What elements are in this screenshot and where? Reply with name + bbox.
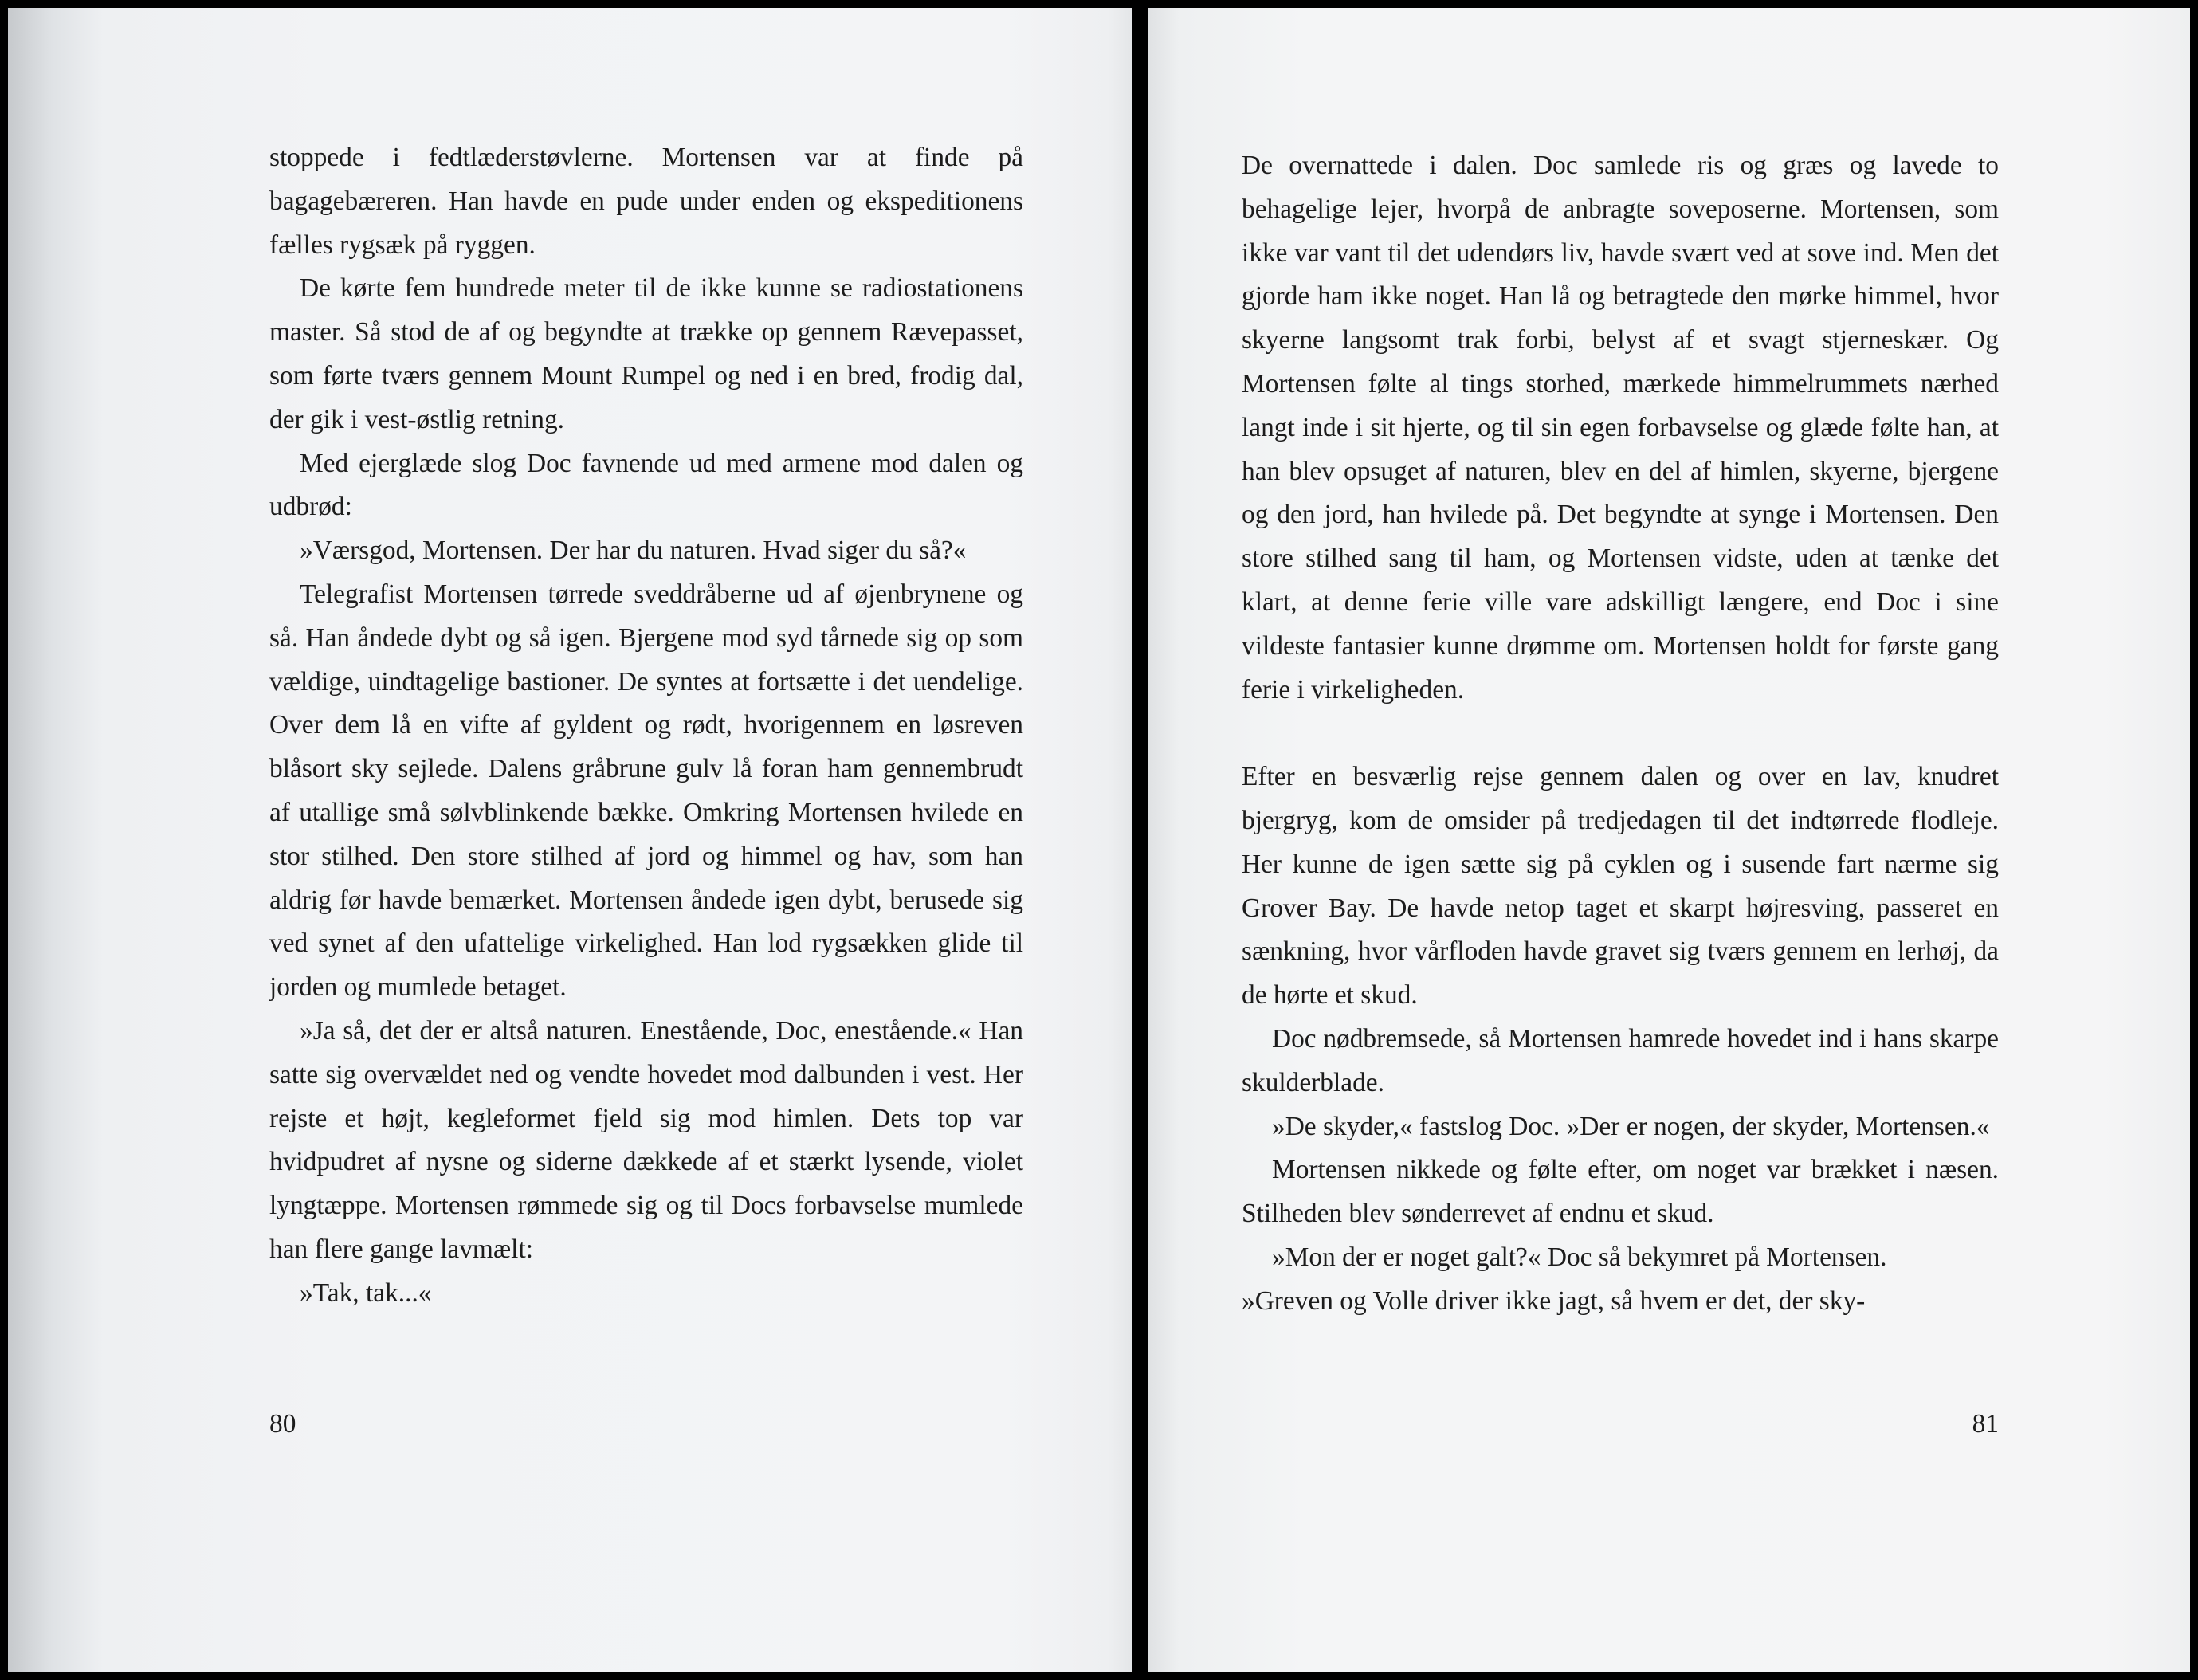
paragraph: Efter en besværlig rejse gennem dalen og over en lav, knudret bjergryg, kom de omsider på tredjedagen til det indtørrede flodleje. Her kunne de igen sætte sig på cyklen og i susende fart nærme sig Grover Bay. De havde netop taget et skarpt højresving, passeret en sænkning, hvor vårfloden havde gravet sig tværs gennem en lerhøj, da de hørte et skud. <box>1242 762 1999 1011</box>
paragraph: Telegrafist Mortensen tørrede sveddråberne ud af øjenbrynene og så. Han åndede dybt og så igen. Bjergene mod syd tårnede sig op som vældige, uindtagelige bastioner. De syntes at fortsætte i det uendelige. Over dem lå en vifte af gyldent og rødt, hvorigennem en løsreven blåsort sky sejlede. Dalens gråbrune gulv lå foran ham gennembrudt af utallige små sølvblinkende bække. Omkring Mortensen hvilede en stor stilhed. Den store stilhed af jord og himmel og hav, som han aldrig før havde bemærket. Mortensen åndede igen dybt, berusede sig ved synet af den ufattelige virkelighed. Han lod rygsækken glide til jorden og mumlede betaget. <box>269 579 1023 1003</box>
paragraph: »Ja så, det der er altså naturen. Enestående, Doc, enestående.« Han satte sig overvældet ned og vendte hovedet mod dalbunden i vest. Her rejste et højt, kegleformet fjeld sig mod himlen. Dets top var hvidpudret af nysne og siderne dækkede af et stærkt lysende, violet lyngtæppe. Mortensen rømmede sig og til Docs forbavselse mumlede han flere gange lavmælt: <box>269 1015 1023 1264</box>
right-page-text <box>1242 144 1999 1324</box>
right-page <box>1148 8 2190 1672</box>
paragraph: Mortensen nikkede og følte efter, om noget var brækket i næsen. Stilheden blev sønderrevet af endnu et skud. <box>1242 1155 1999 1229</box>
paragraph: Doc nødbremsede, så Mortensen hamrede hovedet ind i hans skarpe skulderblade. <box>1242 1023 1999 1097</box>
paragraph: Med ejerglæde slog Doc favnende ud med armene mod dalen og udbrød: <box>269 448 1023 522</box>
left-page-text <box>269 136 1023 1316</box>
paragraph: »Greven og Volle driver ikke jagt, så hvem er det, der sky- <box>1242 1286 1866 1316</box>
page-number-right: 81 <box>1972 1409 1999 1439</box>
page-number-left: 80 <box>269 1409 296 1439</box>
paragraph: »De skyder,« fastslog Doc. »Der er nogen, der skyder, Mortensen.« <box>1272 1111 1990 1141</box>
paragraph: De overnattede i dalen. Doc samlede ris og græs og lavede to behagelige lejer, hvorpå de anbragte soveposerne. Mortensen, som ikke var vant til det udendørs liv, havde svært ved at sove ind. Men det gjorde ham ikke noget. Han lå og betragtede den mørke himmel, hvor skyerne langsomt trak forbi, belyst af et svagt stjerneskær. Og Mortensen følte al tings storhed, mærkede himmelrummets nærhed langt inde i sit hjerte, og til sin egen forbavselse og glæde følte han, at han blev opsuget af naturen, blev en del af himlen, skyerne, bjergene og den jord, han hvilede på. Det begyndte at synge i Mortensen. Den store stilhed sang til ham, og Mortensen vidste, uden at tænke det klart, at denne ferie ville vare adskilligt længere, end Doc i sine vildeste fantasier kunne drømme om. Mortensen holdt for første gang ferie i virkeligheden. <box>1242 151 1999 705</box>
paragraph: »Mon der er noget galt?« Doc så bekymret på Mortensen. <box>1272 1242 1887 1272</box>
paragraph: »Tak, tak...« <box>300 1278 432 1308</box>
left-page <box>8 8 1132 1672</box>
paragraph: De kørte fem hundrede meter til de ikke kunne se radiostationens master. Så stod de af og begyndte at trække op gennem Rævepasset, som førte tværs gennem Mount Rumpel og ned i en bred, frodig dal, der gik i vest-østlig retning. <box>269 273 1023 434</box>
paragraph: »Værsgod, Mortensen. Der har du naturen. Hvad siger du så?« <box>300 536 967 566</box>
paragraph: stoppede i fedtlæderstøvlerne. Mortensen var at finde på bagagebæreren. Han havde en pude under enden og ekspeditionens fælles rygsæk på ryggen. <box>269 143 1023 260</box>
